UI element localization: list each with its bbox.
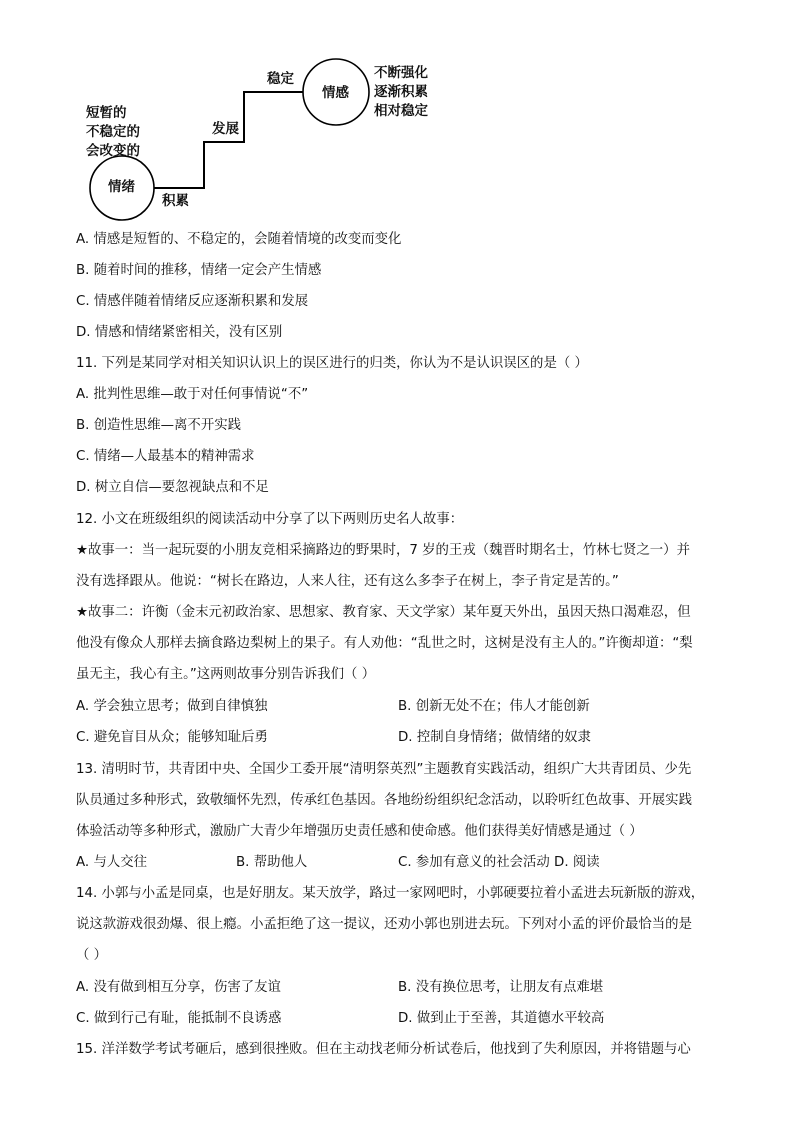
q13-stem-line3: 体验活动等多种形式，激励广大青少年增强历史责任感和使命感。他们获得美好情感是通过（ ） xyxy=(76,824,643,839)
q12-story2-line1: ★故事二：许衡（金末元初政治家、思想家、教育家、天文学家）某年夏天外出，虽因天热口渴难忍，但 xyxy=(76,605,691,620)
q12-option-b: B. 创新无处不在；伟人才能创新 xyxy=(398,699,590,714)
q12-option-a: A. 学会独立思考；做到自律慎独 xyxy=(76,699,268,714)
q14-stem-line2: 说这款游戏很劲爆、很上瘾。小孟拒绝了这一提议，还劝小郭也别进去玩。下列对小孟的评价最恰当的是 xyxy=(76,917,692,932)
q14-option-b: B. 没有换位思考，让朋友有点难堪 xyxy=(398,980,604,995)
q12-option-d: D. 控制自身情绪；做情绪的奴隶 xyxy=(398,730,591,745)
q14-option-d: D. 做到止于至善，其道德水平较高 xyxy=(398,1011,605,1026)
q12-option-c: C. 避免盲目从众；能够知耻后勇 xyxy=(76,730,268,745)
emotion-feeling-diagram xyxy=(70,58,450,228)
q14-stem-line1: 14. 小郭与小孟是同桌，也是好朋友。某天放学，路过一家网吧时，小郭硬要拉着小孟进去玩新版的游戏， xyxy=(76,886,705,901)
q12-story1-line1: ★故事一：当一起玩耍的小朋友竞相采摘路边的野果时，7 岁的王戎（魏晋时期名士，竹林七贤之一）并 xyxy=(76,543,690,558)
left-desc-1: 短暂的 xyxy=(86,105,127,121)
q10-option-c: C. 情感伴随着情绪反应逐渐积累和发展 xyxy=(76,294,309,309)
q14-stem-line3: （ ） xyxy=(76,948,108,963)
q13-stem-line2: 队员通过多种形式，致敬缅怀先烈，传承红色基因。各地纷纷组织纪念活动，以聆听红色故事、开展实践 xyxy=(76,793,692,808)
q10-option-b: B. 随着时间的推移，情绪一定会产生情感 xyxy=(76,263,322,278)
q11-option-b: B. 创造性思维—离不开实践 xyxy=(76,418,241,433)
step-accumulate-label: 积累 xyxy=(162,193,189,209)
q11-option-d: D. 树立自信—要忽视缺点和不足 xyxy=(76,480,269,495)
staircase-line xyxy=(154,92,303,188)
q10-option-d: D. 情感和情绪紧密相关，没有区别 xyxy=(76,325,283,340)
q15-stem: 15. 洋洋数学考试考砸后，感到很挫败。但在主动找老师分析试卷后，他找到了失利原因，并将错题与心 xyxy=(76,1042,691,1057)
q11-option-a: A. 批判性思维—敢于对任何事情说“不” xyxy=(76,387,309,402)
q13-option-c-d: C. 参加有意义的社会活动 D. 阅读 xyxy=(398,855,600,870)
left-desc-2: 不稳定的 xyxy=(86,124,140,140)
left-desc-3: 会改变的 xyxy=(86,143,140,159)
step-develop-label: 发展 xyxy=(212,121,239,137)
q13-option-a: A. 与人交往 xyxy=(76,855,147,870)
q11-option-c: C. 情绪—人最基本的精神需求 xyxy=(76,449,255,464)
q12-story1-line2: 没有选择跟从。他说：“树长在路边，人来人往，还有这么多李子在树上，李子肯定是苦的。” xyxy=(76,574,619,589)
q12-stem: 12. 小文在班级组织的阅读活动中分享了以下两则历史名人故事： xyxy=(76,512,464,527)
right-desc-1: 不断强化 xyxy=(374,65,428,81)
q12-story2-line2: 他没有像众人那样去摘食路边梨树上的果子。有人劝他：“乱世之时，这树是没有主人的。”许衡却道：“梨 xyxy=(76,636,693,651)
feeling-label: 情感 xyxy=(322,85,349,101)
q12-story2-line3: 虽无主，我心有主。”这两则故事分别告诉我们（ ） xyxy=(76,667,376,682)
step-stable-label: 稳定 xyxy=(267,71,294,87)
emotion-label: 情绪 xyxy=(108,179,135,195)
q11-stem: 11. 下列是某同学对相关知识认识上的误区进行的归类，你认为不是认识误区的是（ ） xyxy=(76,356,588,371)
q13-option-b: B. 帮助他人 xyxy=(236,855,308,870)
q13-stem-line1: 13. 清明时节，共青团中央、全国少工委开展“清明祭英烈”主题教育实践活动，组织广大共青团员、少先 xyxy=(76,762,692,777)
q14-option-c: C. 做到行己有耻，能抵制不良诱惑 xyxy=(76,1011,282,1026)
q10-option-a: A. 情感是短暂的、不稳定的，会随着情境的改变而变化 xyxy=(76,232,402,247)
right-desc-3: 相对稳定 xyxy=(374,103,428,119)
q14-option-a: A. 没有做到相互分享，伤害了友谊 xyxy=(76,980,281,995)
right-desc-2: 逐渐积累 xyxy=(374,84,428,100)
